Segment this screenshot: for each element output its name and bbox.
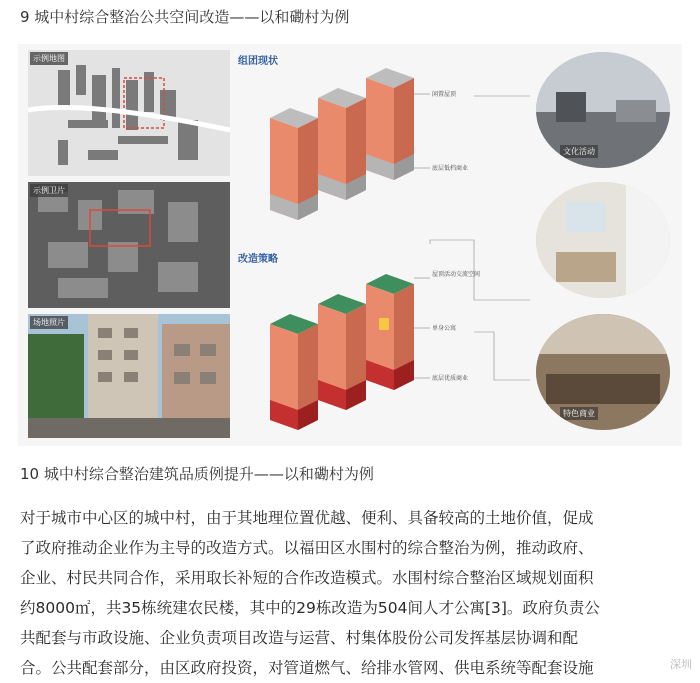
current-section-label: 组团现状 — [238, 56, 278, 67]
satellite-tag: 示例卫片 — [30, 184, 68, 197]
paragraph-line: 约8000㎡，共35栋统建农民楼，其中的29栋改造为504间人才公寓[3]。政府负责公 — [20, 599, 600, 617]
paragraph-line: 企业、村民共同合作，采用取长补短的合作改造模式。水围村综合整治区域规划面积 — [20, 569, 594, 587]
apartment-photo — [536, 182, 670, 298]
paragraph-line: 了政府推动企业作为主导的改造方式。以福田区水围村的综合整治为例，推动政府、 — [20, 539, 594, 557]
paragraph-line: 共配套与市政设施、企业负责项目改造与运营、村集体股份公司发挥基层协调和配 — [20, 629, 579, 647]
satellite-thumbnail — [28, 182, 230, 308]
map-tag: 示例地图 — [30, 52, 68, 65]
street-photo-thumbnail — [28, 314, 230, 438]
callout-idle-roof: 闲置屋顶 — [432, 91, 457, 98]
paragraph-line: 合。公共配套部分，由区政府投资，对管道燃气、给排水管网、供电系统等配套设施 — [20, 659, 594, 677]
circle1-tag: 文化活动 — [560, 145, 598, 158]
site-map-thumbnail — [28, 50, 230, 176]
current-towers — [270, 68, 414, 220]
callout-low-retail: 底层低档商业 — [432, 165, 469, 172]
paragraph-line: 对于城市中心区的城中村，由于其地理位置优越、便利、具备较高的土地价值，促成 — [20, 509, 594, 527]
renovation-figure — [18, 44, 682, 446]
section-9-heading: 9 城中村综合整治公共空间改造——以和磡村为例 — [20, 8, 350, 26]
building-diagram-svg — [234, 44, 534, 446]
site-map-image — [28, 50, 230, 176]
circle3-tag: 特色商业 — [560, 407, 598, 420]
street-photo-image — [28, 314, 230, 438]
callout-single-apartment: 单身公寓 — [432, 325, 457, 332]
street-tag: 场地照片 — [30, 316, 68, 329]
building-diagram — [234, 44, 534, 446]
satellite-image — [28, 182, 230, 308]
photo-circle-apartment — [536, 182, 670, 298]
strategy-towers — [270, 274, 414, 430]
section-10-heading: 10 城中村综合整治建筑品质例提升——以和磡村为例 — [20, 465, 374, 483]
callout-quality-retail: 底层优质商业 — [432, 375, 469, 382]
photo-circle-retail — [536, 314, 670, 430]
callout-roof-activity: 屋顶活动交流空间 — [432, 271, 481, 278]
retail-photo — [536, 314, 670, 430]
rooftop-photo — [536, 52, 670, 168]
watermark: 深圳 — [670, 658, 692, 671]
body-paragraph — [20, 503, 682, 683]
strategy-section-label: 改造策略 — [238, 254, 278, 265]
photo-circle-rooftop — [536, 52, 670, 168]
